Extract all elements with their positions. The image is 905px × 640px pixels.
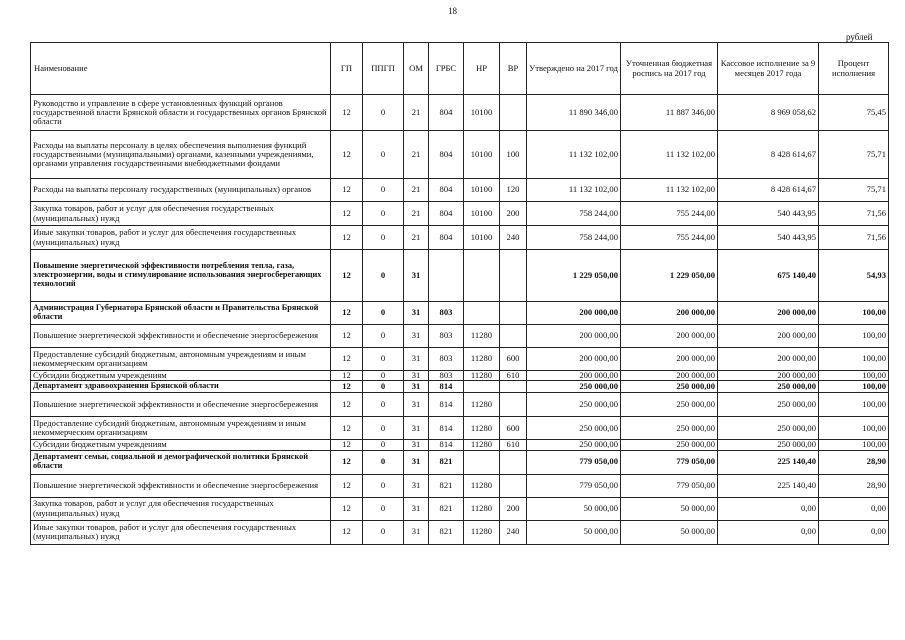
cell-approved: 50 000,00 bbox=[527, 497, 621, 520]
cell-approved: 11 890 346,00 bbox=[527, 95, 621, 131]
cell-ppgp: 0 bbox=[363, 381, 404, 393]
cell-percent: 28,90 bbox=[819, 450, 889, 474]
cell-om: 31 bbox=[404, 250, 429, 302]
cell-ppgp: 0 bbox=[363, 371, 404, 381]
cell-om: 31 bbox=[404, 348, 429, 371]
cell-cash: 250 000,00 bbox=[718, 417, 819, 440]
cell-refined: 11 132 102,00 bbox=[621, 131, 718, 179]
cell-grbs: 803 bbox=[429, 302, 464, 325]
table-row bbox=[31, 226, 889, 250]
units-label: рублей bbox=[846, 32, 873, 42]
cell-approved: 779 050,00 bbox=[527, 474, 621, 497]
cell-percent: 28,90 bbox=[819, 474, 889, 497]
cell-vr bbox=[500, 250, 527, 302]
cell-percent: 100,00 bbox=[819, 302, 889, 325]
cell-vr: 120 bbox=[500, 179, 527, 202]
cell-np: 11280 bbox=[464, 371, 500, 381]
header-vr: ВР bbox=[500, 43, 527, 95]
cell-approved: 1 229 050,00 bbox=[527, 250, 621, 302]
cell-name: Субсидии бюджетным учреждениям bbox=[31, 371, 331, 381]
cell-np: 11280 bbox=[464, 325, 500, 348]
cell-ppgp: 0 bbox=[363, 520, 404, 544]
cell-gp: 12 bbox=[331, 250, 363, 302]
cell-name: Повышение энергетической эффективности и обеспечение энергосбережения bbox=[31, 393, 331, 417]
cell-vr bbox=[500, 302, 527, 325]
cell-percent: 100,00 bbox=[819, 325, 889, 348]
cell-cash: 8 969 058,62 bbox=[718, 95, 819, 131]
cell-np: 11280 bbox=[464, 348, 500, 371]
header-om: ОМ bbox=[404, 43, 429, 95]
cell-om: 31 bbox=[404, 381, 429, 393]
cell-approved: 11 132 102,00 bbox=[527, 179, 621, 202]
cell-ppgp: 0 bbox=[363, 450, 404, 474]
cell-cash: 540 443,95 bbox=[718, 202, 819, 226]
cell-grbs bbox=[429, 250, 464, 302]
cell-refined: 11 887 346,00 bbox=[621, 95, 718, 131]
cell-name: Закупка товаров, работ и услуг для обеспечения государственных (муниципальных) нужд bbox=[31, 497, 331, 520]
cell-refined: 250 000,00 bbox=[621, 381, 718, 393]
cell-refined: 250 000,00 bbox=[621, 417, 718, 440]
cell-grbs: 803 bbox=[429, 371, 464, 381]
header-name: Наименование bbox=[31, 43, 331, 95]
table-row bbox=[31, 250, 889, 302]
cell-vr: 240 bbox=[500, 520, 527, 544]
table-row bbox=[31, 450, 889, 474]
table-row bbox=[31, 440, 889, 450]
cell-ppgp: 0 bbox=[363, 325, 404, 348]
cell-refined: 755 244,00 bbox=[621, 226, 718, 250]
cell-om: 31 bbox=[404, 497, 429, 520]
cell-grbs: 804 bbox=[429, 202, 464, 226]
cell-percent: 100,00 bbox=[819, 393, 889, 417]
cell-grbs: 814 bbox=[429, 417, 464, 440]
cell-approved: 758 244,00 bbox=[527, 202, 621, 226]
cell-gp: 12 bbox=[331, 440, 363, 450]
cell-percent: 75,45 bbox=[819, 95, 889, 131]
cell-om: 21 bbox=[404, 202, 429, 226]
cell-vr: 240 bbox=[500, 226, 527, 250]
cell-percent: 100,00 bbox=[819, 417, 889, 440]
cell-percent: 54,93 bbox=[819, 250, 889, 302]
cell-grbs: 814 bbox=[429, 393, 464, 417]
cell-cash: 8 428 614,67 bbox=[718, 131, 819, 179]
cell-name: Предоставление субсидий бюджетным, автономным учреждениям и иным некоммерческим организациям bbox=[31, 348, 331, 371]
table-row bbox=[31, 302, 889, 325]
cell-np: 11280 bbox=[464, 474, 500, 497]
cell-percent: 75,71 bbox=[819, 179, 889, 202]
cell-grbs: 821 bbox=[429, 520, 464, 544]
cell-name: Субсидии бюджетным учреждениям bbox=[31, 440, 331, 450]
cell-percent: 75,71 bbox=[819, 131, 889, 179]
cell-gp: 12 bbox=[331, 325, 363, 348]
cell-np bbox=[464, 450, 500, 474]
cell-name: Повышение энергетической эффективности и обеспечение энергосбережения bbox=[31, 474, 331, 497]
header-refined: Уточненная бюджетная роспись на 2017 год bbox=[621, 43, 718, 95]
cell-vr bbox=[500, 325, 527, 348]
cell-approved: 250 000,00 bbox=[527, 417, 621, 440]
cell-grbs: 804 bbox=[429, 179, 464, 202]
cell-approved: 200 000,00 bbox=[527, 302, 621, 325]
cell-om: 21 bbox=[404, 95, 429, 131]
cell-cash: 200 000,00 bbox=[718, 371, 819, 381]
cell-approved: 758 244,00 bbox=[527, 226, 621, 250]
table-row bbox=[31, 497, 889, 520]
cell-approved: 200 000,00 bbox=[527, 325, 621, 348]
cell-approved: 50 000,00 bbox=[527, 520, 621, 544]
cell-gp: 12 bbox=[331, 393, 363, 417]
cell-refined: 755 244,00 bbox=[621, 202, 718, 226]
cell-refined: 200 000,00 bbox=[621, 302, 718, 325]
cell-grbs: 804 bbox=[429, 131, 464, 179]
cell-om: 31 bbox=[404, 450, 429, 474]
cell-om: 31 bbox=[404, 302, 429, 325]
cell-np bbox=[464, 250, 500, 302]
cell-vr: 600 bbox=[500, 348, 527, 371]
table-header-row bbox=[31, 43, 889, 95]
table-row bbox=[31, 325, 889, 348]
cell-approved: 11 132 102,00 bbox=[527, 131, 621, 179]
cell-ppgp: 0 bbox=[363, 202, 404, 226]
header-cash: Кассовое исполнение за 9 месяцев 2017 года bbox=[718, 43, 819, 95]
cell-ppgp: 0 bbox=[363, 497, 404, 520]
cell-cash: 0,00 bbox=[718, 520, 819, 544]
cell-grbs: 821 bbox=[429, 474, 464, 497]
cell-percent: 100,00 bbox=[819, 440, 889, 450]
cell-np: 10100 bbox=[464, 226, 500, 250]
cell-grbs: 803 bbox=[429, 348, 464, 371]
cell-grbs: 814 bbox=[429, 381, 464, 393]
cell-name: Иные закупки товаров, работ и услуг для обеспечения государственных (муниципальных) нужд bbox=[31, 520, 331, 544]
cell-percent: 71,56 bbox=[819, 202, 889, 226]
cell-ppgp: 0 bbox=[363, 250, 404, 302]
table-row bbox=[31, 131, 889, 179]
cell-np: 11280 bbox=[464, 393, 500, 417]
cell-refined: 200 000,00 bbox=[621, 325, 718, 348]
cell-name: Руководство и управление в сфере установленных функций органов государственной власти Брянской области и государственных органов Брянской области bbox=[31, 95, 331, 131]
cell-cash: 8 428 614,67 bbox=[718, 179, 819, 202]
cell-gp: 12 bbox=[331, 348, 363, 371]
table-row bbox=[31, 474, 889, 497]
cell-grbs: 821 bbox=[429, 497, 464, 520]
cell-gp: 12 bbox=[331, 381, 363, 393]
cell-np: 11280 bbox=[464, 520, 500, 544]
table-row bbox=[31, 95, 889, 131]
table-body bbox=[31, 95, 889, 545]
cell-refined: 11 132 102,00 bbox=[621, 179, 718, 202]
cell-approved: 250 000,00 bbox=[527, 393, 621, 417]
cell-name: Закупка товаров, работ и услуг для обеспечения государственных (муниципальных) нужд bbox=[31, 202, 331, 226]
cell-cash: 200 000,00 bbox=[718, 325, 819, 348]
cell-percent: 71,56 bbox=[819, 226, 889, 250]
cell-np: 10100 bbox=[464, 179, 500, 202]
cell-cash: 675 140,40 bbox=[718, 250, 819, 302]
cell-gp: 12 bbox=[331, 450, 363, 474]
cell-gp: 12 bbox=[331, 371, 363, 381]
cell-grbs: 814 bbox=[429, 440, 464, 450]
cell-np: 11280 bbox=[464, 440, 500, 450]
cell-refined: 50 000,00 bbox=[621, 497, 718, 520]
cell-om: 31 bbox=[404, 520, 429, 544]
table-row bbox=[31, 179, 889, 202]
cell-name: Иные закупки товаров, работ и услуг для обеспечения государственных (муниципальных) нужд bbox=[31, 226, 331, 250]
budget-table bbox=[30, 42, 889, 545]
table-row bbox=[31, 381, 889, 393]
cell-cash: 250 000,00 bbox=[718, 393, 819, 417]
cell-approved: 200 000,00 bbox=[527, 348, 621, 371]
cell-approved: 200 000,00 bbox=[527, 371, 621, 381]
cell-ppgp: 0 bbox=[363, 348, 404, 371]
cell-vr: 600 bbox=[500, 417, 527, 440]
cell-ppgp: 0 bbox=[363, 226, 404, 250]
cell-ppgp: 0 bbox=[363, 440, 404, 450]
cell-cash: 250 000,00 bbox=[718, 440, 819, 450]
cell-gp: 12 bbox=[331, 520, 363, 544]
cell-refined: 1 229 050,00 bbox=[621, 250, 718, 302]
cell-vr: 100 bbox=[500, 131, 527, 179]
table-row bbox=[31, 520, 889, 544]
cell-om: 31 bbox=[404, 325, 429, 348]
cell-refined: 779 050,00 bbox=[621, 474, 718, 497]
cell-refined: 779 050,00 bbox=[621, 450, 718, 474]
cell-refined: 250 000,00 bbox=[621, 393, 718, 417]
cell-vr bbox=[500, 381, 527, 393]
cell-cash: 0,00 bbox=[718, 497, 819, 520]
cell-name: Повышение энергетической эффективности потребления тепла, газа, электроэнергии, воды и стимулирование использования энергосберегающих технологий bbox=[31, 250, 331, 302]
cell-refined: 50 000,00 bbox=[621, 520, 718, 544]
table-row bbox=[31, 417, 889, 440]
cell-np: 11280 bbox=[464, 417, 500, 440]
cell-ppgp: 0 bbox=[363, 95, 404, 131]
header-ppgp: ППГП bbox=[363, 43, 404, 95]
cell-ppgp: 0 bbox=[363, 179, 404, 202]
cell-name: Повышение энергетической эффективности и обеспечение энергосбережения bbox=[31, 325, 331, 348]
cell-om: 21 bbox=[404, 226, 429, 250]
cell-approved: 250 000,00 bbox=[527, 440, 621, 450]
cell-ppgp: 0 bbox=[363, 474, 404, 497]
table-row bbox=[31, 202, 889, 226]
cell-percent: 0,00 bbox=[819, 520, 889, 544]
cell-vr: 200 bbox=[500, 202, 527, 226]
header-gp: ГП bbox=[331, 43, 363, 95]
cell-np bbox=[464, 381, 500, 393]
cell-name: Предоставление субсидий бюджетным, автономным учреждениям и иным некоммерческим организациям bbox=[31, 417, 331, 440]
cell-percent: 0,00 bbox=[819, 497, 889, 520]
cell-percent: 100,00 bbox=[819, 371, 889, 381]
table-row bbox=[31, 348, 889, 371]
cell-cash: 540 443,95 bbox=[718, 226, 819, 250]
cell-percent: 100,00 bbox=[819, 348, 889, 371]
cell-vr bbox=[500, 393, 527, 417]
cell-grbs: 804 bbox=[429, 95, 464, 131]
cell-gp: 12 bbox=[331, 179, 363, 202]
cell-percent: 100,00 bbox=[819, 381, 889, 393]
cell-gp: 12 bbox=[331, 474, 363, 497]
cell-np: 10100 bbox=[464, 131, 500, 179]
cell-grbs: 821 bbox=[429, 450, 464, 474]
cell-np: 11280 bbox=[464, 497, 500, 520]
cell-gp: 12 bbox=[331, 131, 363, 179]
cell-vr bbox=[500, 450, 527, 474]
cell-np: 10100 bbox=[464, 202, 500, 226]
cell-name: Расходы на выплаты персоналу государственных (муниципальных) органов bbox=[31, 179, 331, 202]
header-approved: Утверждено на 2017 год bbox=[527, 43, 621, 95]
header-grbs: ГРБС bbox=[429, 43, 464, 95]
table-row bbox=[31, 393, 889, 417]
cell-gp: 12 bbox=[331, 95, 363, 131]
cell-ppgp: 0 bbox=[363, 417, 404, 440]
cell-cash: 200 000,00 bbox=[718, 302, 819, 325]
cell-name: Администрация Губернатора Брянской области и Правительства Брянской области bbox=[31, 302, 331, 325]
cell-np bbox=[464, 302, 500, 325]
cell-name: Департамент семьи, социальной и демографической политики Брянской области bbox=[31, 450, 331, 474]
cell-vr bbox=[500, 95, 527, 131]
cell-refined: 250 000,00 bbox=[621, 440, 718, 450]
cell-ppgp: 0 bbox=[363, 302, 404, 325]
cell-refined: 200 000,00 bbox=[621, 371, 718, 381]
cell-np: 10100 bbox=[464, 95, 500, 131]
cell-om: 31 bbox=[404, 440, 429, 450]
cell-grbs: 804 bbox=[429, 226, 464, 250]
cell-gp: 12 bbox=[331, 497, 363, 520]
cell-ppgp: 0 bbox=[363, 393, 404, 417]
cell-om: 21 bbox=[404, 179, 429, 202]
cell-gp: 12 bbox=[331, 302, 363, 325]
cell-cash: 225 140,40 bbox=[718, 450, 819, 474]
cell-vr: 200 bbox=[500, 497, 527, 520]
cell-refined: 200 000,00 bbox=[621, 348, 718, 371]
cell-gp: 12 bbox=[331, 226, 363, 250]
cell-gp: 12 bbox=[331, 202, 363, 226]
cell-name: Департамент здравоохранения Брянской области bbox=[31, 381, 331, 393]
cell-cash: 225 140,40 bbox=[718, 474, 819, 497]
cell-name: Расходы на выплаты персоналу в целях обеспечения выполнения функций государственными (муниципальными) органами, казенными учреждениями, органами управления государственными внебюджетными фондами bbox=[31, 131, 331, 179]
cell-vr: 610 bbox=[500, 440, 527, 450]
cell-gp: 12 bbox=[331, 417, 363, 440]
cell-om: 31 bbox=[404, 474, 429, 497]
cell-approved: 250 000,00 bbox=[527, 381, 621, 393]
table-row bbox=[31, 371, 889, 381]
cell-grbs: 803 bbox=[429, 325, 464, 348]
cell-approved: 779 050,00 bbox=[527, 450, 621, 474]
cell-ppgp: 0 bbox=[363, 131, 404, 179]
cell-vr bbox=[500, 474, 527, 497]
page-number: 18 bbox=[448, 6, 457, 16]
cell-om: 31 bbox=[404, 393, 429, 417]
cell-cash: 250 000,00 bbox=[718, 381, 819, 393]
cell-om: 31 bbox=[404, 371, 429, 381]
header-np: НР bbox=[464, 43, 500, 95]
header-percent: Процент исполнения bbox=[819, 43, 889, 95]
cell-vr: 610 bbox=[500, 371, 527, 381]
cell-om: 21 bbox=[404, 131, 429, 179]
cell-cash: 200 000,00 bbox=[718, 348, 819, 371]
cell-om: 31 bbox=[404, 417, 429, 440]
